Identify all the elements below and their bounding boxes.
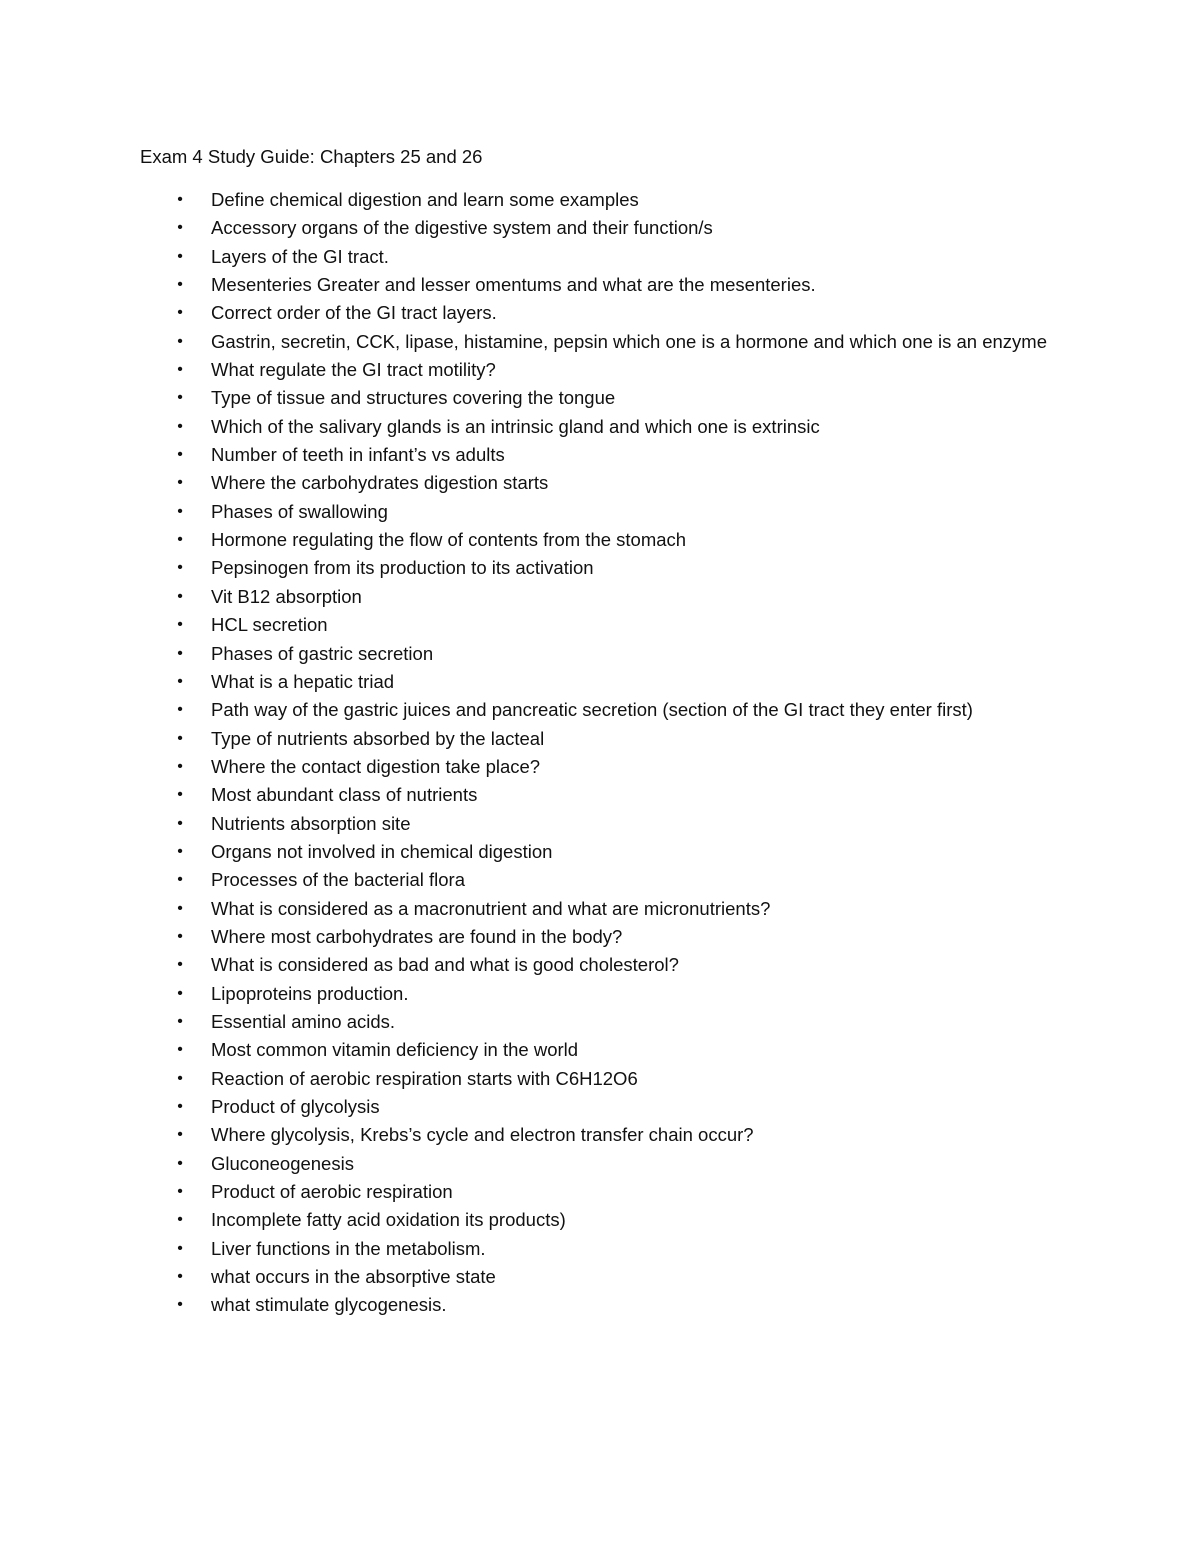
list-item-text: Accessory organs of the digestive system and their function/s — [211, 217, 713, 239]
list-item-text: Nutrients absorption site — [211, 812, 411, 834]
list-item-text: Layers of the GI tract. — [211, 245, 389, 267]
study-guide-list — [0, 186, 1200, 1320]
list-item-text: Organs not involved in chemical digestion — [211, 840, 553, 862]
list-item — [0, 1008, 1081, 1036]
list-item-text: what occurs in the absorptive state — [211, 1266, 496, 1288]
list-item — [0, 810, 1081, 838]
bullet-icon: • — [177, 1098, 183, 1115]
bullet-icon: • — [177, 616, 183, 634]
list-item-text: Processes of the bacterial flora — [211, 869, 465, 891]
list-item — [0, 1178, 1081, 1206]
bullet-icon: • — [177, 1041, 183, 1059]
list-item — [0, 583, 1081, 611]
list-item-text: What is considered as bad and what is good cholesterol? — [211, 954, 679, 976]
bullet-icon: • — [177, 1296, 183, 1314]
bullet-icon: • — [177, 276, 183, 294]
list-item — [0, 1206, 1081, 1234]
list-item-text: Where the carbohydrates digestion starts — [211, 472, 549, 494]
list-item-text: Where the contact digestion take place? — [211, 755, 541, 777]
list-item — [0, 725, 1081, 753]
bullet-icon: • — [177, 871, 183, 889]
bullet-icon: • — [177, 729, 183, 747]
bullet-icon: • — [177, 927, 183, 945]
list-item-text: Type of nutrients absorbed by the lacteal — [211, 727, 545, 749]
bullet-icon: • — [177, 814, 183, 832]
list-item-text: Most abundant class of nutrients — [211, 784, 478, 806]
bullet-icon: • — [177, 361, 183, 379]
list-item-text: Gastrin, secretin, CCK, lipase, histamine, pepsin which one is a hormone and which one is an enzyme — [211, 330, 1048, 352]
bullet-icon: • — [177, 842, 183, 860]
bullet-icon: • — [177, 191, 183, 208]
bullet-icon: • — [177, 644, 183, 662]
list-item — [0, 951, 1081, 979]
list-item — [0, 243, 1081, 271]
list-item-text: HCL secretion — [211, 614, 328, 636]
list-item — [0, 186, 1081, 214]
list-item-text: Phases of gastric secretion — [211, 642, 434, 664]
bullet-icon: • — [177, 559, 183, 577]
bullet-icon: • — [177, 474, 183, 492]
list-item — [0, 1093, 1081, 1121]
bullet-icon: • — [177, 587, 183, 605]
list-item — [0, 526, 1081, 554]
page-title: Exam 4 Study Guide: Chapters 25 and 26 — [140, 146, 483, 167]
list-item — [0, 1291, 1081, 1319]
list-item — [0, 384, 1081, 412]
list-item-text: What regulate the GI tract motility? — [211, 359, 496, 381]
bullet-icon: • — [177, 1069, 183, 1087]
list-item — [0, 611, 1081, 639]
list-item — [0, 696, 1081, 724]
list-item-text: Mesenteries Greater and lesser omentums and what are the mesenteries. — [211, 274, 816, 296]
bullet-icon: • — [177, 1012, 183, 1030]
list-item-text: Essential amino acids. — [211, 1010, 396, 1032]
list-item-text: Number of teeth in infant’s vs adults — [211, 444, 505, 466]
list-item-text: Correct order of the GI tract layers. — [211, 302, 497, 324]
list-item — [0, 271, 1081, 299]
bullet-icon: • — [177, 757, 183, 775]
list-item-text: Liver functions in the metabolism. — [211, 1237, 486, 1259]
list-item — [0, 1121, 1081, 1149]
list-item — [0, 866, 1081, 894]
list-item — [0, 1036, 1081, 1064]
list-item — [0, 1065, 1081, 1093]
list-item — [0, 838, 1081, 866]
bullet-icon: • — [177, 304, 183, 322]
list-item-text: Gluconeogenesis — [211, 1152, 354, 1174]
list-item — [0, 980, 1081, 1008]
list-item-text: Product of aerobic respiration — [211, 1181, 453, 1203]
list-item — [0, 413, 1081, 441]
list-item — [0, 554, 1081, 582]
list-item — [0, 668, 1081, 696]
list-item — [0, 895, 1081, 923]
list-item — [0, 1235, 1081, 1263]
bullet-icon: • — [177, 899, 183, 917]
list-item-text: Pepsinogen from its production to its activation — [211, 557, 594, 579]
list-item-text: what stimulate glycogenesis. — [211, 1294, 447, 1316]
list-item — [0, 1150, 1081, 1178]
bullet-icon: • — [177, 786, 183, 804]
list-item-text: Where glycolysis, Krebs’s cycle and electron transfer chain occur? — [211, 1124, 754, 1146]
list-item — [0, 640, 1081, 668]
list-item — [0, 328, 1081, 356]
bullet-icon: • — [177, 1126, 183, 1144]
list-item-text: What is considered as a macronutrient and what are micronutrients? — [211, 897, 771, 919]
list-item-text: What is a hepatic triad — [211, 670, 395, 692]
list-item-text: Where most carbohydrates are found in the body? — [211, 925, 623, 947]
list-item-text: Type of tissue and structures covering the tongue — [211, 387, 616, 409]
list-item — [0, 498, 1081, 526]
list-item — [0, 469, 1081, 497]
list-item — [0, 299, 1081, 327]
list-item — [0, 923, 1081, 951]
list-item-text: Incomplete fatty acid oxidation its products) — [211, 1209, 566, 1231]
list-item-text: Hormone regulating the flow of contents from the stomach — [211, 529, 687, 551]
list-item — [0, 753, 1081, 781]
bullet-icon: • — [177, 956, 183, 974]
bullet-icon: • — [177, 701, 183, 719]
list-item — [0, 781, 1081, 809]
list-item — [0, 1263, 1081, 1291]
list-item-text: Define chemical digestion and learn some examples — [211, 189, 639, 210]
list-item — [0, 214, 1081, 242]
bullet-icon: • — [177, 332, 183, 350]
bullet-icon: • — [177, 531, 183, 549]
bullet-icon: • — [177, 672, 183, 690]
list-item-text: Product of glycolysis — [211, 1096, 380, 1117]
list-item-text: Path way of the gastric juices and pancreatic secretion (section of the GI tract they enter first) — [211, 699, 973, 721]
bullet-icon: • — [177, 1183, 183, 1201]
bullet-icon: • — [177, 1239, 183, 1257]
bullet-icon: • — [177, 1154, 183, 1172]
bullet-icon: • — [177, 389, 183, 407]
bullet-icon: • — [177, 417, 183, 435]
list-item-text: Vit B12 absorption — [211, 585, 362, 607]
list-item — [0, 441, 1081, 469]
bullet-icon: • — [177, 984, 183, 1002]
bullet-icon: • — [177, 502, 183, 520]
bullet-icon: • — [177, 446, 183, 464]
bullet-icon: • — [177, 247, 183, 265]
bullet-icon: • — [177, 1211, 183, 1229]
list-item — [0, 356, 1081, 384]
list-item-text: Lipoproteins production. — [211, 982, 409, 1004]
bullet-icon: • — [177, 1268, 183, 1286]
list-item-text: Reaction of aerobic respiration starts with C6H12O6 — [211, 1067, 638, 1089]
list-item-text: Phases of swallowing — [211, 500, 388, 522]
bullet-icon: • — [177, 219, 183, 237]
list-item-text: Most common vitamin deficiency in the world — [211, 1039, 579, 1061]
list-item-text: Which of the salivary glands is an intrinsic gland and which one is extrinsic — [211, 415, 820, 437]
